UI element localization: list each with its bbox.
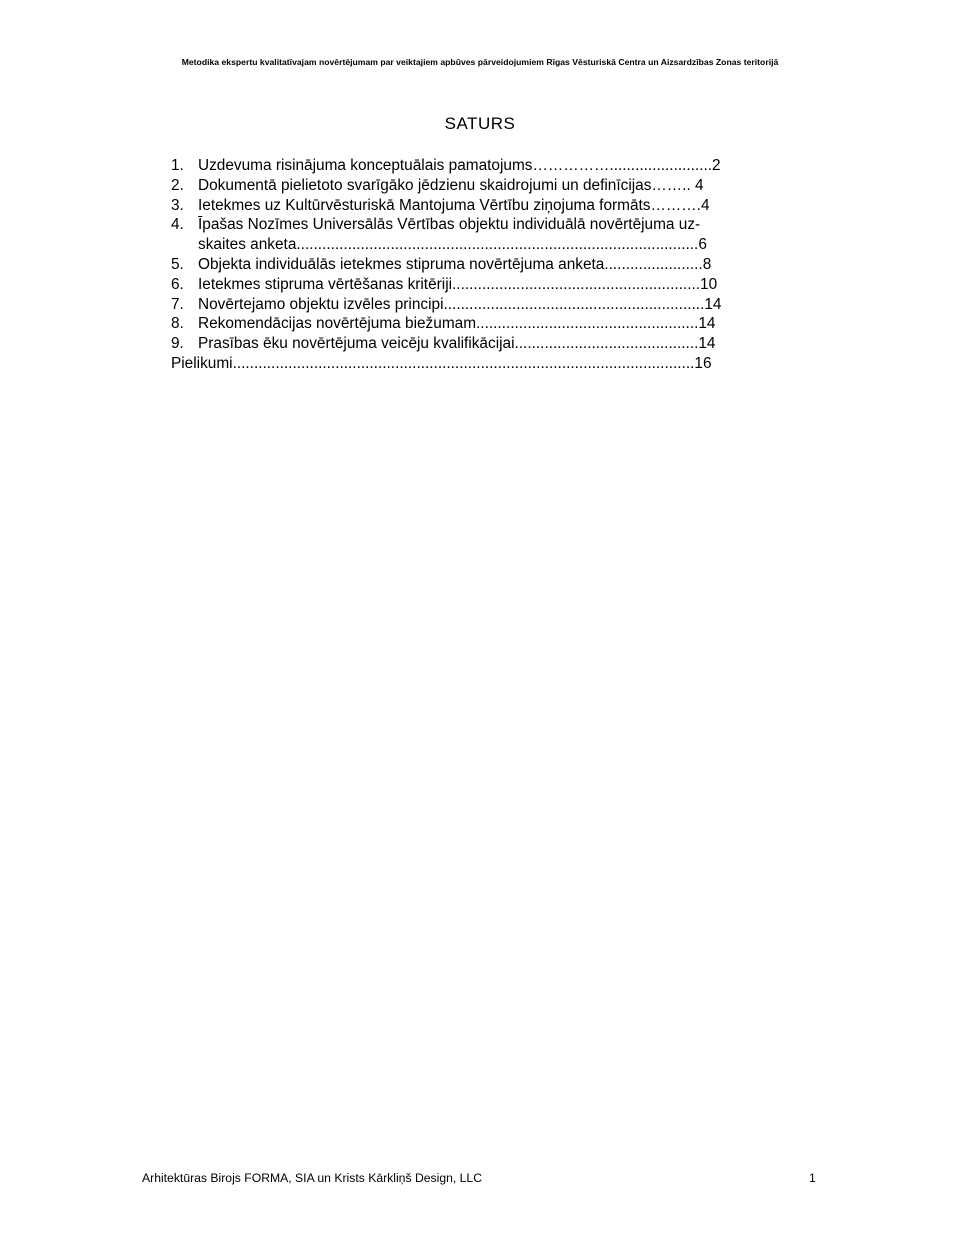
toc-entry-number: 1. [171,157,184,174]
toc-entry-number: 3. [171,196,184,214]
toc-entry-text: Novērtejamo objektu izvēles principi.............................................................14 [198,295,722,313]
toc-entry-text: Uzdevuma risinājuma konceptuālais pamatojums……………........................2 [198,157,721,174]
toc-entry-3[interactable] [171,196,791,216]
toc-entry-text: Rekomendācijas novērtējuma biežumam....................................................14 [198,315,716,333]
toc-entry-text-continuation: skaites anketa..............................................................................................6 [198,236,707,254]
toc-entry-2[interactable] [171,176,791,196]
toc-entry-appendices[interactable] [171,354,791,374]
toc-entry-8[interactable] [171,314,791,334]
toc-entry-number: 8. [171,315,184,333]
toc-entry-text: Objekta individuālās ietekmes stipruma novērtējuma anketa.......................8 [198,255,712,273]
table-of-contents [171,156,791,374]
toc-entry-text: Ietekmes stipruma vērtēšanas kritēriji..........................................................10 [198,275,718,293]
toc-entry-number: 4. [171,216,184,234]
toc-entry-7[interactable] [171,295,791,315]
page-number: 1 [809,1171,816,1185]
toc-entry-text: Ietekmes uz Kultūrvēsturiskā Mantojuma Vērtību ziņojuma formāts……….4 [198,196,710,214]
toc-entry-text: Prasības ēku novērtējuma veicēju kvalifikācijai...........................................14 [198,335,716,353]
toc-entry-number: 9. [171,335,184,353]
toc-entry-5[interactable] [171,255,791,275]
toc-entry-number: 7. [171,295,184,313]
toc-entry-9[interactable] [171,334,791,354]
toc-entry-4[interactable] [171,215,791,255]
toc-entry-6[interactable] [171,275,791,295]
toc-entry-1[interactable] [171,156,791,176]
toc-entry-number: 2. [171,176,184,194]
toc-entry-text: Dokumentā pielietoto svarīgāko jēdzienu skaidrojumi un definīcijas…….. 4 [198,176,704,194]
toc-entry-number: 5. [171,255,184,273]
toc-heading: SATURS [444,114,516,133]
running-header: Metodika ekspertu kvalitatīvajam novērtējumam par veiktajiem apbūves pārveidojumiem Rīgas Vēsturiskā Centra un Aizsardzības Zonas teritorijā [181,57,779,67]
toc-entry-text: Īpašas Nozīmes Universālās Vērtības objektu individuālā novērtējuma uz- [198,216,701,234]
toc-entry-number: 6. [171,275,184,293]
footer-company: Arhitektūras Birojs FORMA, SIA un Krists Kārkliņš Design, LLC [142,1171,483,1185]
toc-entry-text: Pielikumi............................................................................................................16 [171,354,712,372]
